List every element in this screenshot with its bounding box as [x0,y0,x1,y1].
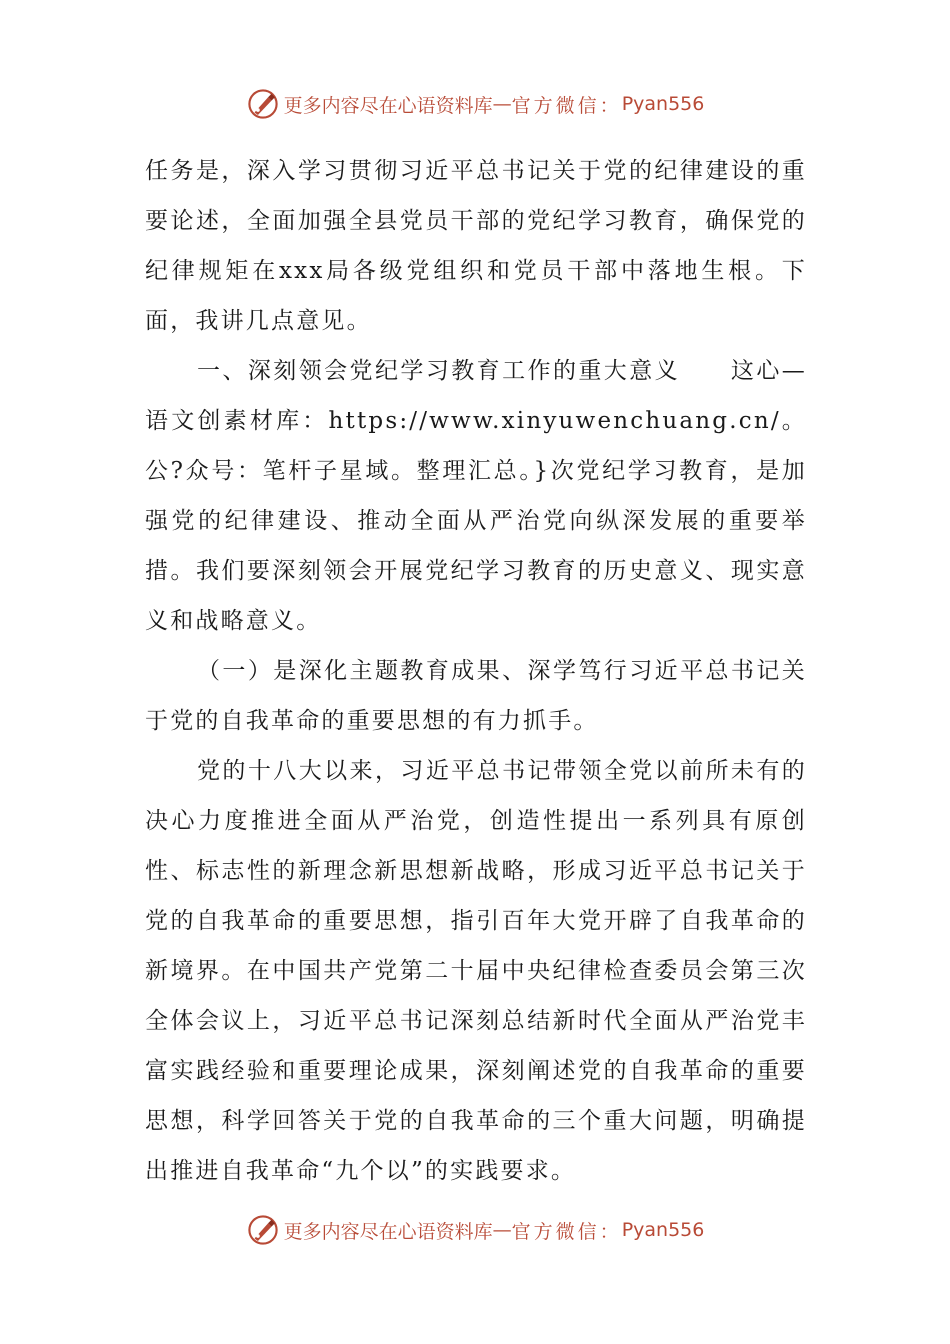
paragraph-body: 党的十八大以来，习近平总书记带领全党以前所未有的决心力度推进全面从严治党，创造性提出一系列具有原创性、标志性的新理念新思想新战略，形成习近平总书记关于党的自我革命的重要思想，指引百年大党开辟了自我革命的新境界。在中国共产党第二十届中央纪律检查委员会第三次全体会议上，习近平总书记深刻总结新时代全面从严治党丰富实践经验和重要理论成果，深刻阐述党的自我革命的重要思想，科学回答关于党的自我革命的三个重大问题，明确提出推进自我革命“九个以”的实践要求。 [145,758,807,1184]
header-wechat-label: 官方微信： [511,94,622,117]
footer-wechat-label: 官方微信： [511,1220,622,1243]
header-dash: — [492,93,512,115]
header-watermark [0,84,950,124]
header-wechat-id: Pyan556 [621,93,705,115]
pen-logo-icon [246,1213,280,1247]
pen-logo-icon [246,87,280,121]
footer-wechat-id: Pyan556 [621,1219,705,1241]
footer-dash: — [492,1219,512,1241]
paragraph-section-one: 一、深刻领会党纪学习教育工作的重大意义 这心—语文创素材库：https://www.xinyuwenchuang.cn/。公?众号：笔杆子星域。整理汇总。}次党纪学习教育，是加强党的纪律建设、推动全面从严治党向纵深发展的重要举措。我们要深刻领会开展党纪学习教育的历史意义、现实意义和战略意义。 [145,358,807,634]
document-body [145,146,807,1196]
paragraph-subsection-one: （一）是深化主题教育成果、深学笃行习近平总书记关于党的自我革命的重要思想的有力抓手。 [145,658,807,734]
paragraph-intro: 任务是，深入学习贯彻习近平总书记关于党的纪律建设的重要论述，全面加强全县党员干部的党纪学习教育，确保党的纪律规矩在xxx局各级党组织和党员干部中落地生根。下面，我讲几点意见。 [145,158,807,334]
footer-brand-text: 更多内容尽在心语资料库 [283,1220,493,1243]
header-brand-text: 更多内容尽在心语资料库 [283,94,493,117]
footer-watermark [0,1210,950,1250]
